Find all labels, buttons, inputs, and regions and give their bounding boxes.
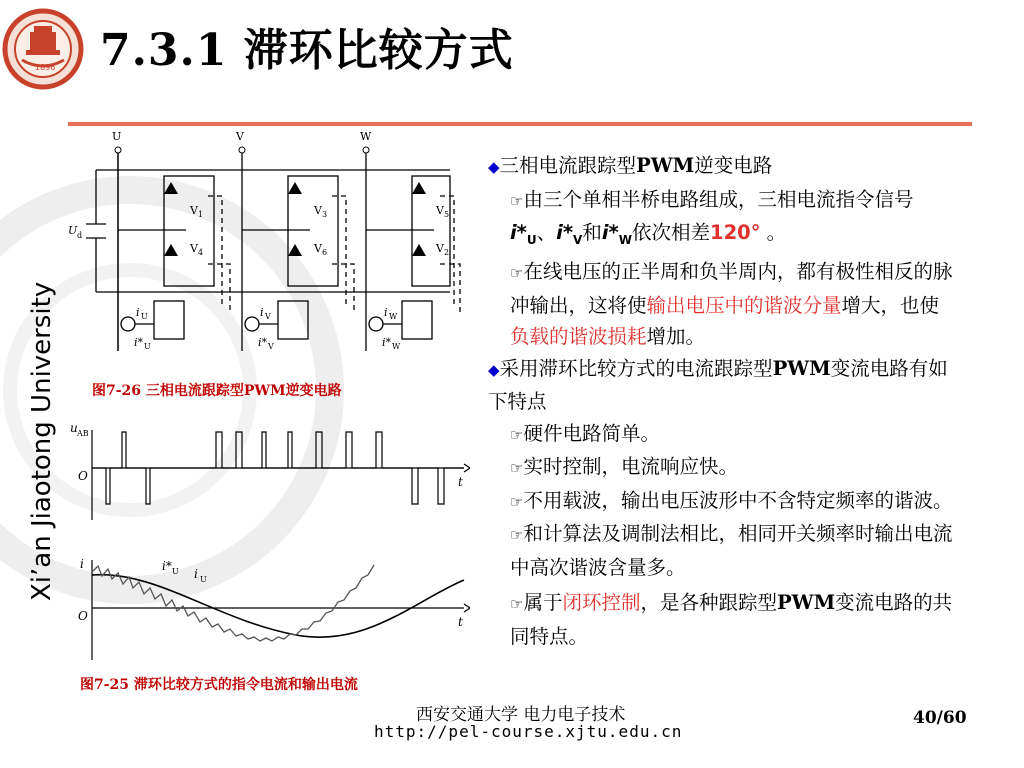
svg-text:i: i: [260, 306, 264, 319]
feature-1: ☞硬件电路简单。: [510, 421, 660, 445]
feature-4: ☞和计算法及调制法相比，相同开关频率时输出电流中高次谐波含量多。: [510, 522, 953, 579]
svg-text:i*: i*: [162, 559, 172, 573]
svg-text:AB: AB: [77, 429, 89, 438]
svg-text:i: i: [384, 306, 388, 319]
svg-text:6: 6: [322, 248, 328, 257]
page-number: 40/60: [913, 708, 967, 728]
feature-2: ☞实时控制，电流响应快。: [510, 455, 738, 479]
pointing-hand-icon: ☞: [510, 492, 524, 511]
svg-text:4: 4: [198, 248, 204, 257]
svg-text:V: V: [314, 204, 322, 217]
bullet-list: [488, 150, 958, 652]
svg-text:u: u: [70, 421, 78, 435]
svg-text:i*: i*: [382, 336, 392, 349]
feature-5: ☞属于闭环控制，是各种跟踪型PWM变流电路的共同特点。: [510, 591, 953, 648]
diamond-icon: ◆: [488, 158, 500, 176]
footer-url: http://pel-course.xjtu.edu.cn: [374, 722, 683, 741]
inverter-circuit-diagram: [60, 126, 480, 370]
svg-text:1: 1: [198, 210, 204, 219]
pointing-hand-icon: ☞: [510, 526, 524, 545]
footer-brand: 西安交通大学 电力电子技术: [416, 705, 626, 725]
pointing-hand-icon: ☞: [510, 425, 524, 444]
svg-text:5: 5: [444, 210, 450, 219]
svg-text:U: U: [172, 567, 179, 576]
svg-text:V: V: [265, 312, 271, 321]
pointing-hand-icon: ☞: [510, 191, 524, 210]
svg-text:U: U: [68, 224, 78, 237]
svg-text:i: i: [194, 567, 198, 581]
svg-text:i*: i*: [134, 336, 144, 349]
svg-text:V: V: [268, 342, 274, 351]
svg-text:V: V: [436, 242, 444, 255]
diamond-icon: ◆: [488, 360, 500, 379]
svg-text:U: U: [112, 130, 122, 143]
svg-text:O: O: [78, 609, 88, 623]
svg-text:i: i: [136, 306, 140, 319]
university-name: Xi’an Jiaotong University: [27, 281, 57, 601]
svg-text:U: U: [141, 312, 148, 321]
figure-7-26-caption: 图7-26 三相电流跟踪型PWM逆变电路: [92, 383, 342, 399]
slide-title: 7.3.1 滞环比较方式: [100, 25, 514, 76]
pointing-hand-icon: ☞: [510, 459, 524, 478]
sub-bullet-1: ☞由三个单相半桥电路组成，三相电流指令信号$i*_U$、$i*_V$和$i*_W$依次相差120° 。: [510, 187, 914, 247]
svg-text:V: V: [314, 242, 322, 255]
svg-text:W: W: [389, 312, 398, 321]
svg-text:i: i: [80, 557, 84, 571]
svg-text:W: W: [360, 130, 372, 143]
svg-text:U: U: [144, 342, 151, 351]
svg-text:V: V: [190, 204, 198, 217]
svg-text:t: t: [458, 475, 463, 489]
svg-text:O: O: [78, 469, 88, 483]
svg-text:U: U: [200, 575, 207, 584]
pointing-hand-icon: ☞: [510, 595, 524, 614]
svg-text:3: 3: [322, 210, 328, 219]
svg-text:i*: i*: [258, 336, 268, 349]
svg-text:2: 2: [444, 248, 450, 257]
svg-text:d: d: [77, 231, 83, 240]
bullet-1: ◆三相电流跟踪型PWM逆变电路: [488, 154, 773, 177]
pointing-hand-icon: ☞: [510, 264, 524, 283]
feature-3: ☞不用载波，输出电压波形中不含特定频率的谐波。: [510, 488, 953, 512]
svg-text:1896: 1896: [35, 63, 56, 72]
svg-text:V: V: [436, 204, 444, 217]
figure-7-25-caption: 图7-25 滞环比较方式的指令电流和输出电流: [80, 677, 358, 693]
sub-bullet-2: ☞在线电压的正半周和负半周内，都有极性相反的脉冲输出，这将使输出电压中的谐波分量增大，也使负载的谐波损耗增加。: [510, 260, 953, 349]
university-logo: [2, 8, 84, 90]
svg-text:t: t: [458, 615, 463, 629]
waveform-diagram: [66, 420, 470, 670]
bullet-2: ◆采用滞环比较方式的电流跟踪型PWM变流电路有如下特点: [488, 356, 948, 414]
svg-text:V: V: [190, 242, 198, 255]
svg-text:V: V: [236, 130, 244, 143]
svg-text:W: W: [392, 342, 401, 351]
